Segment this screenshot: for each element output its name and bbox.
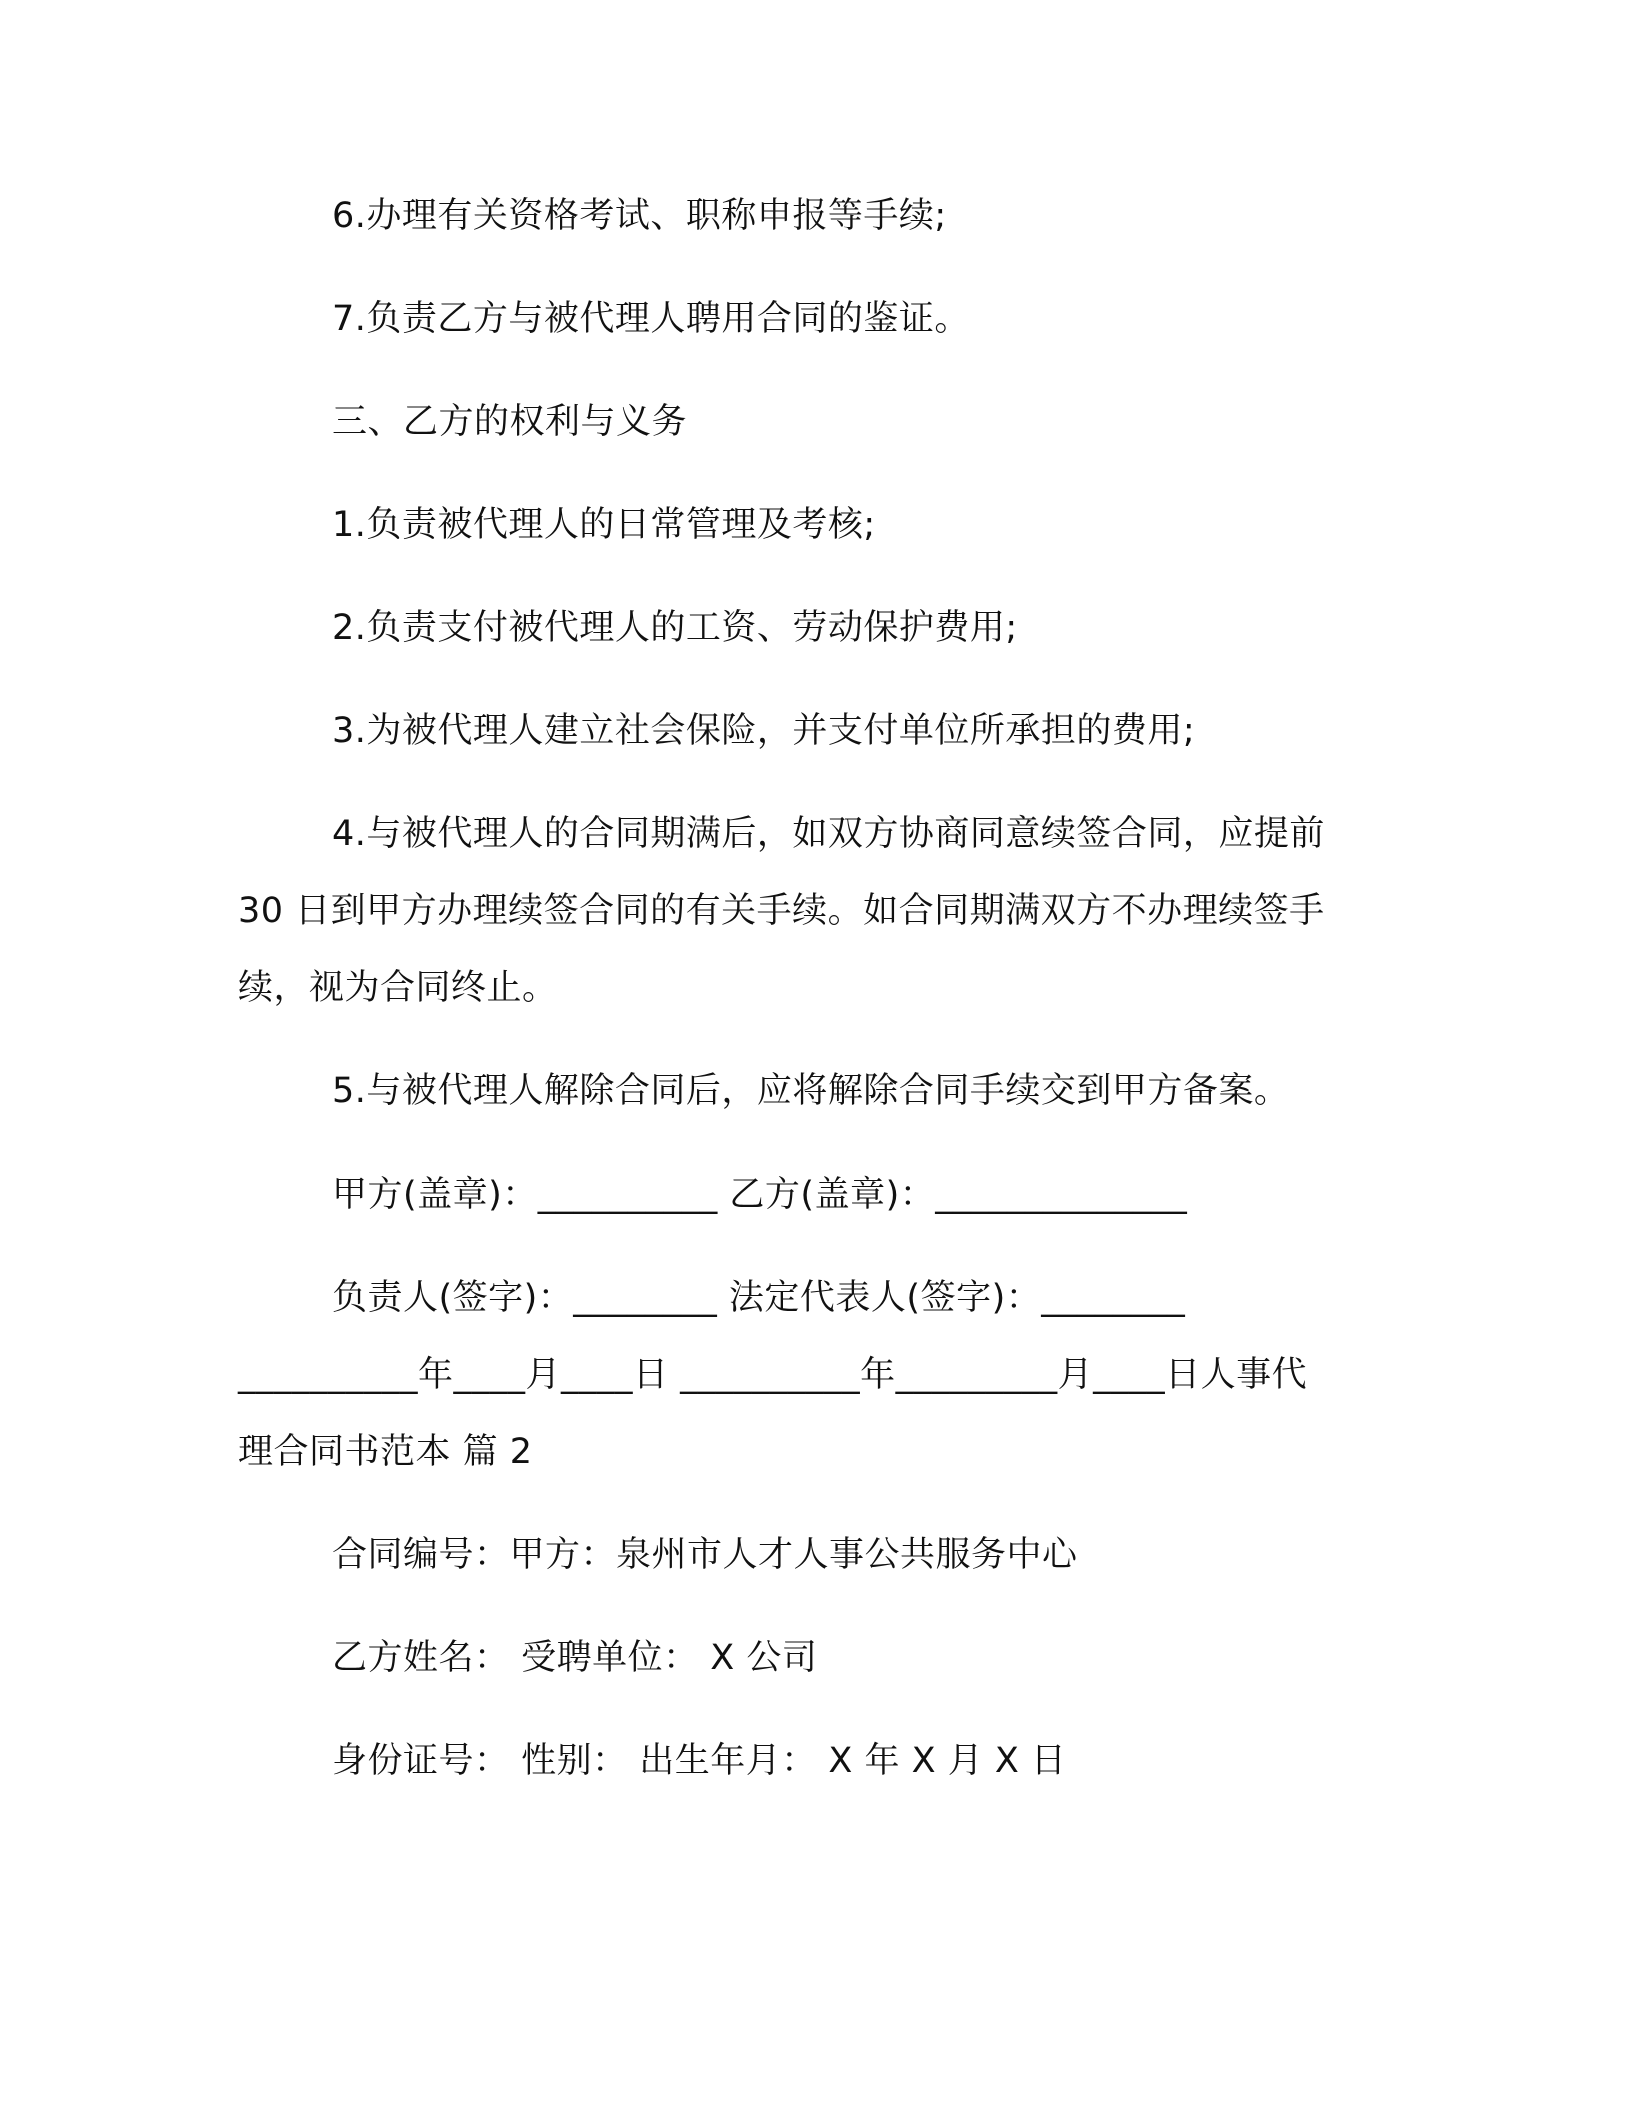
signature-person-line: 负责人(签字)：________ 法定代表人(签字)：________ bbox=[332, 1278, 1186, 1318]
paragraph-b-duty-2: 2.负责支付被代理人的工资、劳动保护费用; bbox=[332, 608, 1018, 648]
party-b-name-line: 乙方姓名： 受聘单位： X 公司 bbox=[332, 1638, 818, 1678]
paragraph-b-duty-4-line-2: 30 日到甲方办理续签合同的有关手续。如合同期满双方不办理续签手 bbox=[238, 891, 1325, 931]
date-line: __________年____月____日 __________年_________月____日人事代 bbox=[238, 1355, 1308, 1395]
section-heading-party-b: 三、乙方的权利与义务 bbox=[332, 402, 688, 442]
paragraph-duty-7: 7.负责乙方与被代理人聘用合同的鉴证。 bbox=[332, 299, 970, 339]
signature-seal-line: 甲方(盖章)：__________ 乙方(盖章)：______________ bbox=[332, 1175, 1188, 1215]
paragraph-b-duty-5: 5.与被代理人解除合同后，应将解除合同手续交到甲方备案。 bbox=[332, 1071, 1290, 1111]
paragraph-duty-6: 6.办理有关资格考试、职称申报等手续; bbox=[332, 196, 947, 236]
contract-number-line: 合同编号：甲方：泉州市人才人事公共服务中心 bbox=[332, 1535, 1078, 1575]
identity-info-line: 身份证号： 性别： 出生年月： X 年 X 月 X 日 bbox=[332, 1741, 1067, 1781]
section-title-part-2: 理合同书范本 篇 2 bbox=[238, 1432, 533, 1472]
paragraph-b-duty-1: 1.负责被代理人的日常管理及考核; bbox=[332, 505, 876, 545]
paragraph-b-duty-3: 3.为被代理人建立社会保险，并支付单位所承担的费用; bbox=[332, 711, 1196, 751]
paragraph-b-duty-4-line-3: 续，视为合同终止。 bbox=[238, 968, 558, 1008]
paragraph-b-duty-4-line-1: 4.与被代理人的合同期满后，如双方协商同意续签合同，应提前 bbox=[332, 814, 1325, 854]
